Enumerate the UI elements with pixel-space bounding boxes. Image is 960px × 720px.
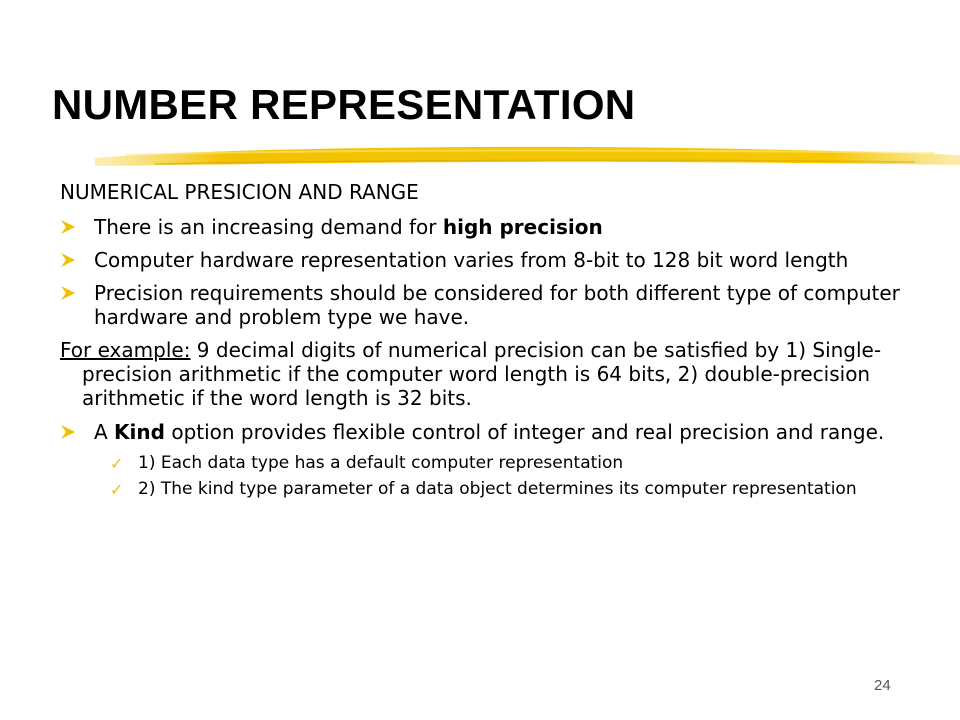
- bullet-high-precision: [60, 215, 900, 239]
- bullet-text: A: [94, 420, 115, 444]
- sub-bullet-text: 2) The kind type parameter of a data object determines its computer representation: [138, 479, 857, 499]
- bullet-text: Computer hardware representation varies from 8-bit to 128 bit word length: [94, 248, 849, 272]
- slide-title: NUMBER REPRESENTATION: [52, 81, 636, 128]
- bullet-bold-text: Kind: [114, 420, 165, 444]
- page-number: 24: [874, 677, 891, 694]
- section-heading: NUMERICAL PRESICION AND RANGE: [60, 180, 419, 204]
- bullet-kind-option: [60, 420, 900, 444]
- title-underline-brushstroke: [95, 138, 960, 176]
- arrow-bullet-icon: [60, 252, 76, 268]
- example-paragraph: [60, 338, 900, 410]
- bullet-bold-text: high precision: [442, 215, 603, 239]
- example-label: For example:: [60, 338, 191, 362]
- arrow-bullet-icon: [60, 424, 76, 440]
- bullet-hardware-representation: [60, 248, 900, 272]
- sub-bullet-text: 1) Each data type has a default computer representation: [138, 453, 624, 473]
- arrow-bullet-icon: [60, 219, 76, 235]
- sub-bullet-default-representation: [60, 453, 900, 474]
- bullet-precision-requirements: [60, 281, 900, 329]
- checkmark-icon: ✓: [110, 480, 124, 499]
- sub-bullet-kind-type-parameter: [60, 479, 900, 500]
- slide-body: [60, 180, 900, 505]
- bullet-text: There is an increasing demand for: [94, 215, 443, 239]
- bullet-text-continued: option provides flexible control of integer and real precision and range.: [164, 420, 885, 444]
- arrow-bullet-icon: [60, 285, 76, 301]
- bullet-text: Precision requirements should be considered for both different type of computer hardware and problem type we have.: [94, 281, 900, 329]
- example-text: 9 decimal digits of numerical precision can be satisfied by 1) Single-precision arithmetic if the computer word length is 64 bits, 2) double-precision arithmetic if the word length is 32 bits.: [82, 338, 882, 410]
- checkmark-icon: ✓: [110, 454, 124, 473]
